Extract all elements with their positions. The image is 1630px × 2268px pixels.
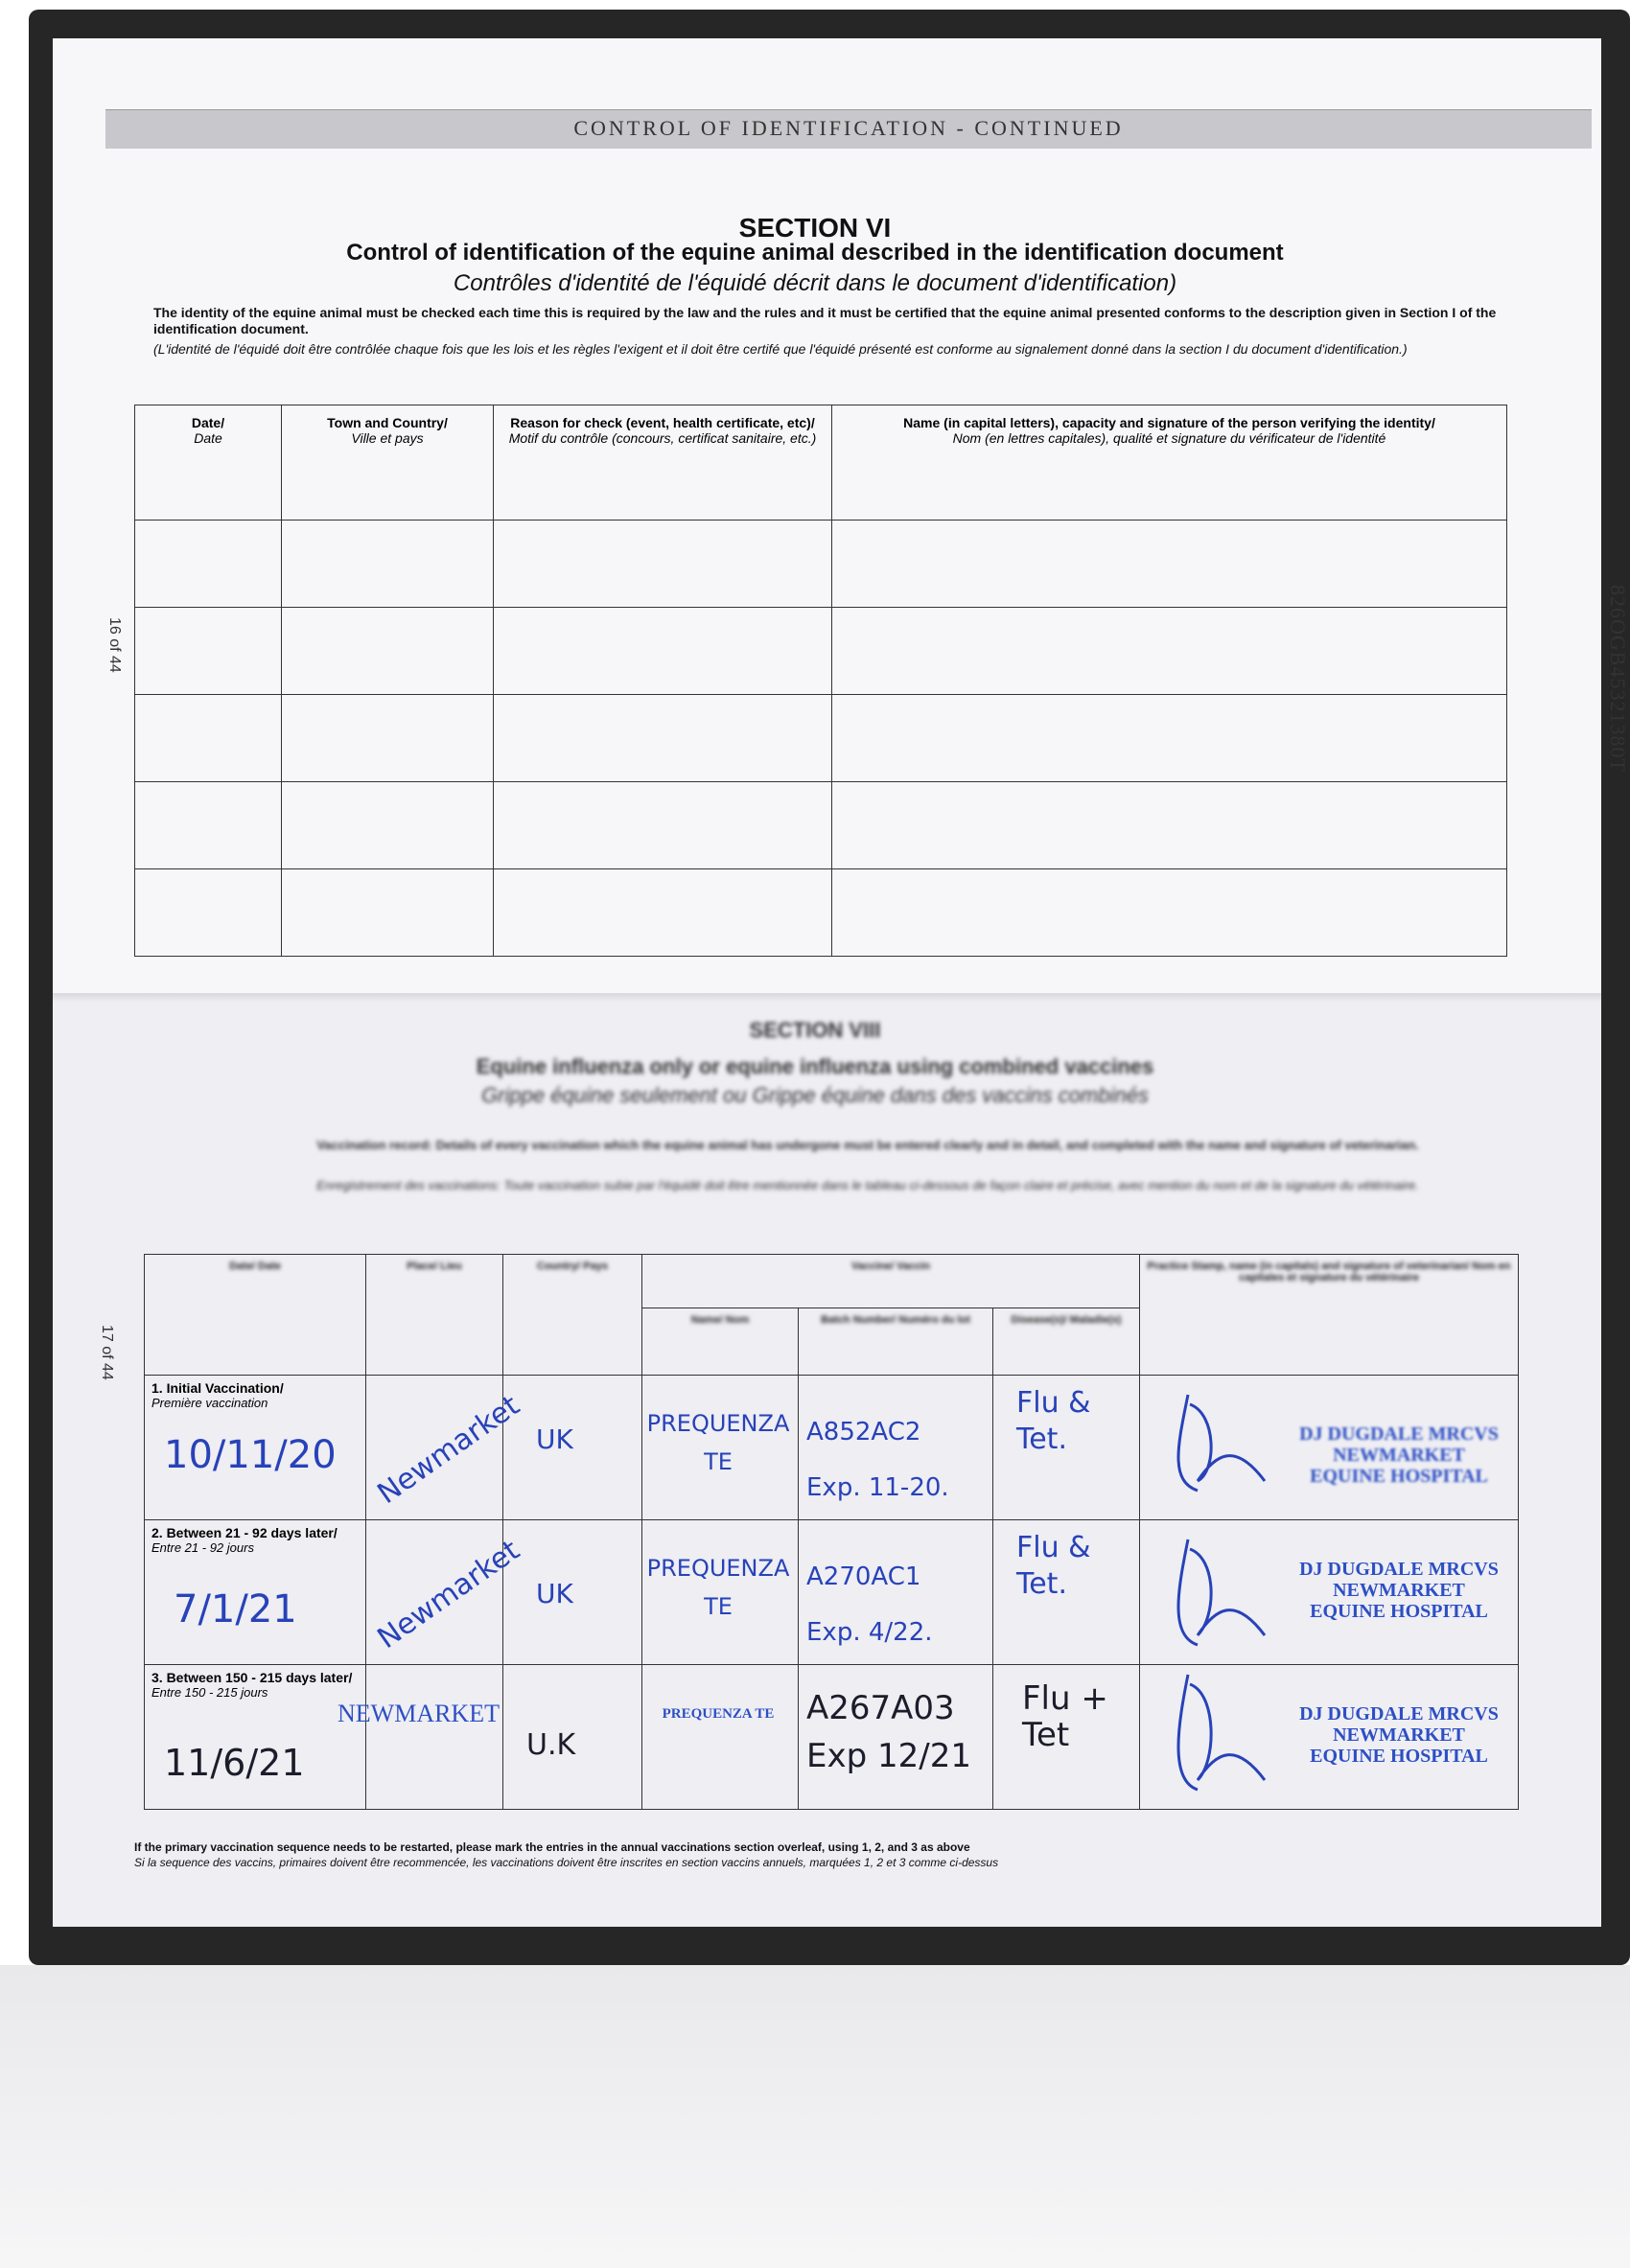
vet-stamp: DJ DUGDALE MRCVS NEWMARKET EQUINE HOSPITAL <box>1299 1703 1499 1767</box>
vac-header-date: Date/ Date <box>145 1255 366 1376</box>
vac-country: U.K <box>526 1728 576 1762</box>
vac-header-vet: Practice Stamp, name (in capitals) and signature of veterinarian/ Nom en capitales et signature du vétérinaire <box>1140 1255 1519 1376</box>
vac-header-country: Country/ Pays <box>503 1255 642 1376</box>
passport-id-code: 826OGB45321380T <box>1606 585 1630 773</box>
vac-place: NEWMARKET <box>338 1700 500 1727</box>
table-row <box>135 869 1507 957</box>
page-number-top: 16 of 44 <box>106 617 123 673</box>
intro-text-fr: (L'identité de l'équidé doit être contrôlée chaque fois que les lois et les règles l'exigent et il doit être certifé que l'équidé présenté est conforme au signalement donné dans la section I du document d'identification.) <box>153 341 1408 357</box>
table-row <box>135 521 1507 608</box>
page-fold <box>53 993 1601 1003</box>
vac-date: 10/11/20 <box>164 1433 337 1477</box>
vac-batch: A852AC2 Exp. 11-20. <box>806 1418 949 1502</box>
vac-header-name: Name/ Nom <box>642 1308 799 1376</box>
header-band-text: CONTROL OF IDENTIFICATION - CONTINUED <box>573 116 1124 140</box>
table-row <box>135 695 1507 782</box>
row-label: 1. Initial Vaccination/ Première vaccination <box>151 1380 284 1410</box>
vac-diseases: Flu & Tet. <box>1016 1531 1091 1601</box>
vac-place: Newmarket <box>371 1533 526 1656</box>
section-title: SECTION VI <box>738 213 892 243</box>
vac-country: UK <box>536 1423 573 1455</box>
vet-stamp: DJ DUGDALE MRCVS NEWMARKET EQUINE HOSPITAL <box>1299 1559 1499 1622</box>
table-row <box>145 1376 1519 1520</box>
vac-header-place: Place/ Lieu <box>366 1255 503 1376</box>
vac-batch: A270AC1 Exp. 4/22. <box>806 1562 933 1647</box>
vac-name: PREQUENZA TE <box>662 1706 775 1722</box>
page-number-bottom: 17 of 44 <box>99 1325 115 1380</box>
vet-signature-icon <box>1159 1665 1274 1799</box>
table-row <box>135 782 1507 869</box>
vaccination-subtitle-en: Equine influenza only or equine influenza using combined vaccines <box>476 1054 1154 1078</box>
header-reason: Reason for check (event, health certificate, etc)/ Motif du contrôle (concours, certificat sanitaire, etc.) <box>494 405 832 521</box>
vac-name: PREQUENZA TE <box>646 1410 790 1475</box>
vac-place: Newmarket <box>371 1388 526 1512</box>
header-town: Town and Country/ Ville et pays <box>282 405 494 521</box>
row-label: 2. Between 21 - 92 days later/ Entre 21 - 92 jours <box>151 1525 338 1555</box>
header-band <box>105 109 1592 149</box>
control-table-header <box>135 405 1507 521</box>
vet-signature-icon <box>1159 1385 1274 1500</box>
vet-signature-icon <box>1159 1530 1274 1655</box>
section-subtitle-en: Control of identification of the equine animal described in the identification document <box>346 240 1284 266</box>
vaccination-table <box>144 1254 1519 1810</box>
section-subtitle-fr: Contrôles d'identité de l'équidé décrit dans le document d'identification) <box>453 270 1177 296</box>
vaccination-subtitle-fr: Grippe équine seulement ou Grippe équine dans des vaccins combinés <box>481 1083 1149 1107</box>
vac-date: 7/1/21 <box>174 1587 297 1632</box>
vaccination-intro-en: Vaccination record: Details of every vaccination which the equine animal has undergone must be entered clearly and in detail, and completed with the name and signature of veterinarian. <box>316 1138 1419 1152</box>
vac-date: 11/6/21 <box>164 1742 305 1784</box>
vac-country: UK <box>536 1578 573 1609</box>
vac-diseases: Flu + Tet <box>1022 1679 1108 1754</box>
table-row <box>135 608 1507 695</box>
row-label: 3. Between 150 - 215 days later/ Entre 150 - 215 jours <box>151 1670 353 1700</box>
vac-name: PREQUENZA TE <box>646 1555 790 1620</box>
intro-text-en: The identity of the equine animal must be checked each time this is required by the law and the rules and it must be certified that the equine animal presented conforms to the description given in Section I of the identification document. <box>153 305 1497 336</box>
vaccination-section-title: SECTION VIII <box>749 1018 881 1042</box>
control-table <box>134 405 1507 957</box>
scan-background <box>0 1965 1630 2268</box>
header-verifier: Name (in capital letters), capacity and signature of the person verifying the identity/ Nom (en lettres capitales), qualité et signature du vérificateur de l'identité <box>832 405 1507 521</box>
vac-header-diseases: Disease(s)/ Maladie(s) <box>993 1308 1140 1376</box>
vac-header-vaccine: Vaccine/ Vaccin <box>642 1255 1140 1308</box>
header-date: Date/ Date <box>135 405 282 521</box>
vac-batch: A267A03 Exp 12/21 <box>806 1689 971 1775</box>
footnote-en: If the primary vaccination sequence needs to be restarted, please mark the entries in the annual vaccinations section overleaf, using 1, 2, and 3 as above <box>134 1840 970 1854</box>
table-row <box>145 1665 1519 1810</box>
vaccination-intro-fr: Enregistrement des vaccinations: Toute vaccination subie par l'équidé doit être mentionnée dans le tableau ci-dessous de façon claire et précise, avec mention du nom et de la signature du vétérinaire. <box>316 1178 1419 1192</box>
footnote-fr: Si la sequence des vaccins, primaires doivent être recommencée, les vaccinations doivent être inscrites en section vaccins annuels, marquées 1, 2 et 3 comme ci-dessus <box>134 1856 999 1869</box>
vac-diseases: Flu & Tet. <box>1016 1386 1091 1456</box>
vac-header-batch: Batch Number/ Numéro du lot <box>799 1308 993 1376</box>
table-row <box>145 1520 1519 1665</box>
vet-stamp: DJ DUGDALE MRCVS NEWMARKET EQUINE HOSPITAL <box>1299 1423 1499 1487</box>
